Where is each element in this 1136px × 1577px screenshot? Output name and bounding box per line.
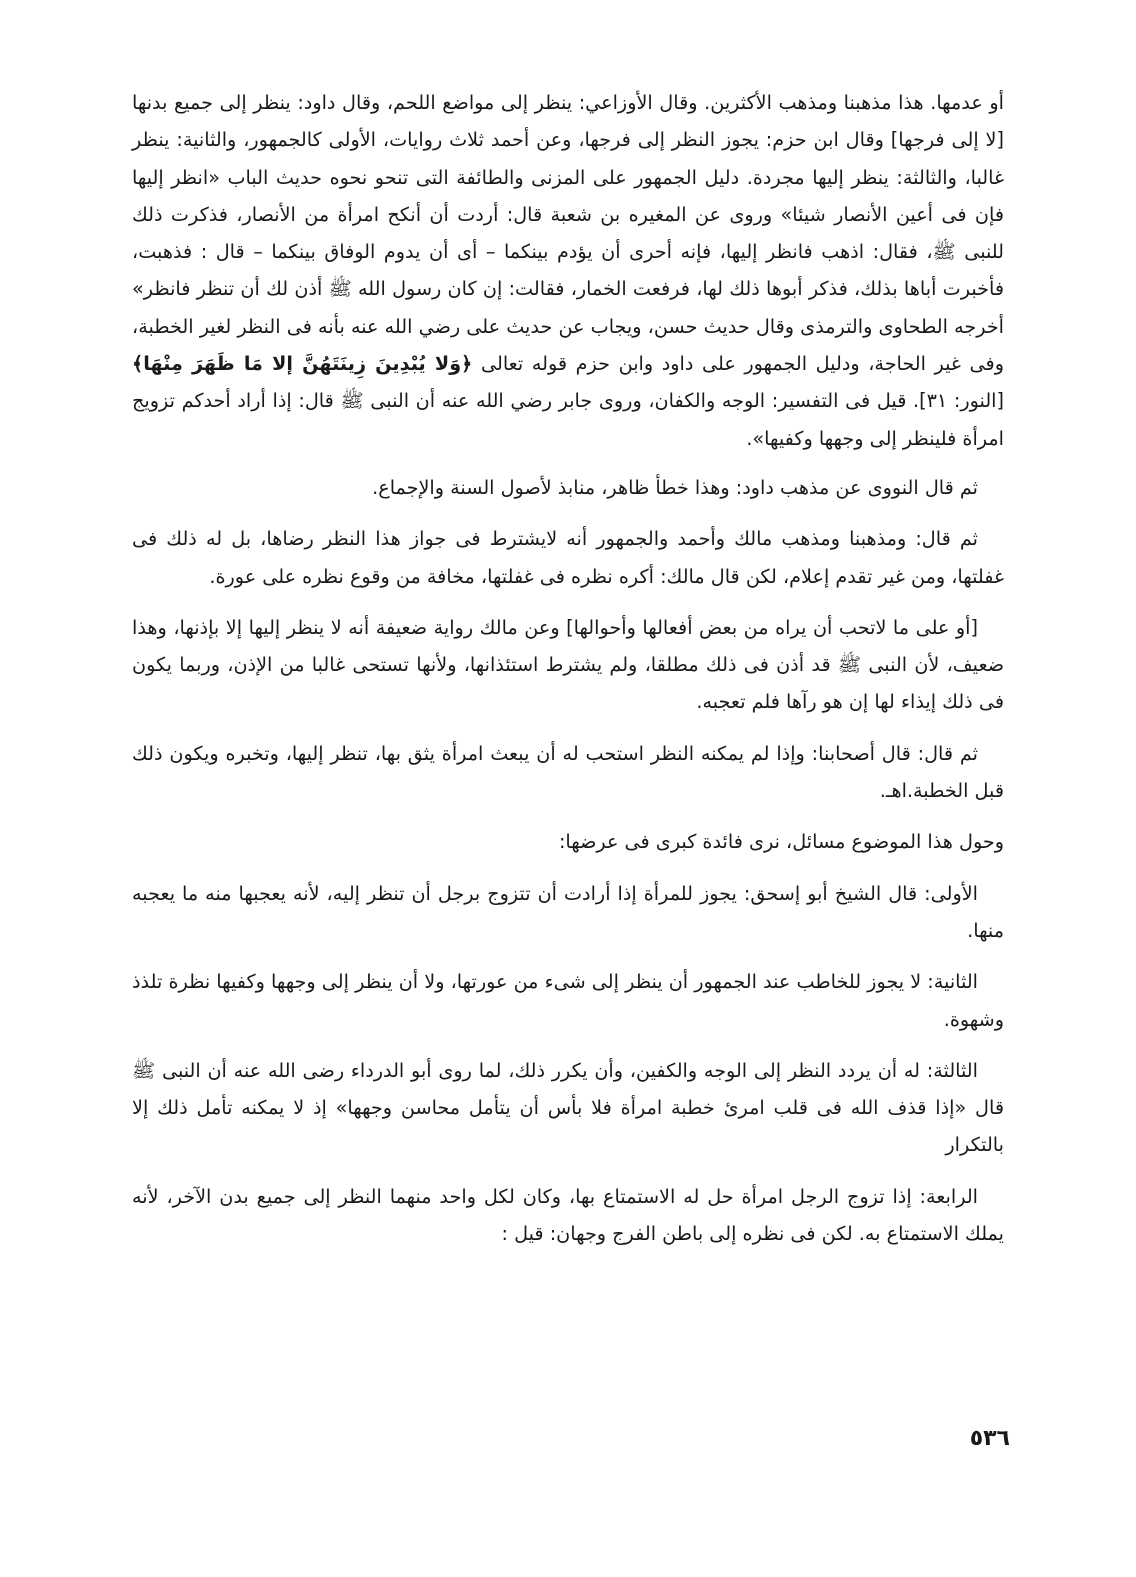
body-text bbox=[132, 84, 1004, 1266]
paragraph-1 bbox=[132, 84, 1004, 457]
quran-verse: ﴿وَلا يُبْدِينَ زِينَتَهُنَّ إلا مَا ظَهَرَ مِنْهَا﴾ bbox=[132, 352, 473, 376]
paragraph-4: [أو على ما لاتحب أن يراه من بعض أفعالها وأحوالها] وعن مالك رواية ضعيفة أنه لا ينظر إليها إلا بإذنها، وهذا ضعيف، لأن النبى ﷺ قد أذن فى ذلك مطلقا، ولم يشترط استئذانها، ولأنها تستحى غالبا من الإذن، وربما يكون فى ذلك إيذاء لها إن هو رآها فلم تعجبه. bbox=[132, 615, 1004, 714]
paragraph-6: وحول هذا الموضوع مسائل، نرى فائدة كبرى فى عرضها: bbox=[558, 830, 1004, 854]
paragraph-9: الثالثة: له أن يردد النظر إلى الوجه والكفين، وأن يكرر ذلك، لما روى أبو الدرداء رضى الله عنه أن النبى ﷺ قال «إذا قذف الله فى قلب امرئ خطبة امرأة فلا بأس أن يتأمل محاسن وجهها» إذ لا يمكنه تأمل ذلك إلا بالتكرار bbox=[132, 1058, 1004, 1157]
paragraph-1-text-cont: [النور: ٣١]. قيل فى التفسير: الوجه والكفان، وروى جابر رضي الله عنه أن النبى ﷺ قال: إذا أراد أحدكم تزويج امرأة فلينظر إلى وجهها وكفيها». bbox=[132, 389, 1004, 450]
paragraph-1-text: أو عدمها. هذا مذهبنا ومذهب الأكثرين. وقال الأوزاعي: ينظر إلى مواضع اللحم، وقال داود: ينظر إلى جميع بدنها [لا إلى فرجها] وقال ابن حزم: يجوز النظر إلى فرجها، وعن أحمد ثلاث روايات، الأولى كالجمهور، والثانية: ينظر غالبا، والثالثة: ينظر إليها مجردة. دليل الجمهور على المزنى والطائفة التى تنحو نحوه حديث الباب «انظر إليها فإن فى أعين الأنصار شيئا» وروى عن المغيره بن شعبة قال: أردت أن أنكح امرأة من الأنصار، فذكرت ذلك للنبى ﷺ، فقال: اذهب فانظر إليها، فإنه أحرى أن يؤدم بينكما – أى أن يدوم الوفاق بينكما – قال : فذهبت، فأخبرت أباها بذلك، فذكر أبوها ذلك لها، فرفعت الخمار، فقالت: إن كان رسول الله ﷺ أذن لك أن تنظر فانظر» أخرجه الطحاوى والترمذى وقال حديث حسن، ويجاب عن حديث على رضي الله عنه بأنه فى النظر لغير الخطبة، وفى غير الحاجة، ودليل الجمهور على داود وابن حزم قوله تعالى bbox=[132, 91, 1004, 376]
paragraph-3: ثم قال: ومذهبنا ومذهب مالك وأحمد والجمهور أنه لايشترط فى جواز هذا النظر رضاها، بل له ذلك فى غفلتها، ومن غير تقدم إعلام، لكن قال مالك: أكره نظره فى غفلتها، مخافة من وقوع نظره على عورة. bbox=[132, 527, 1004, 588]
paragraph-8: الثانية: لا يجوز للخاطب عند الجمهور أن ينظر إلى شىء من عورتها، ولا أن ينظر إلى وجهها وكفيها نظرة تلذذ وشهوة. bbox=[132, 970, 1004, 1031]
paragraph-10: الرابعة: إذا تزوج الرجل امرأة حل له الاستمتاع بها، وكان لكل واحد منهما النظر إلى جميع بدن الآخر، لأنه يملك الاستمتاع به. لكن فى نظره إلى باطن الفرج وجهان: قيل : bbox=[132, 1184, 1004, 1246]
paragraph-2: ثم قال النووى عن مذهب داود: وهذا خطأ ظاهر، منابذ لأصول السنة والإجماع. bbox=[372, 475, 978, 499]
paragraph-7: الأولى: قال الشيخ أبو إسحق: يجوز للمرأة إذا أرادت أن تتزوج برجل أن تنظر إليه، لأنه يعجبها منه ما يعجبه منها. bbox=[132, 881, 1004, 942]
paragraph-5: ثم قال: قال أصحابنا: وإذا لم يمكنه النظر استحب له أن يبعث امرأة يثق بها، تنظر إليها، وتخبره ويكون ذلك قبل الخطبة.اهـ. bbox=[132, 741, 1004, 803]
page-number: ٥٣٦ bbox=[969, 1426, 1010, 1451]
